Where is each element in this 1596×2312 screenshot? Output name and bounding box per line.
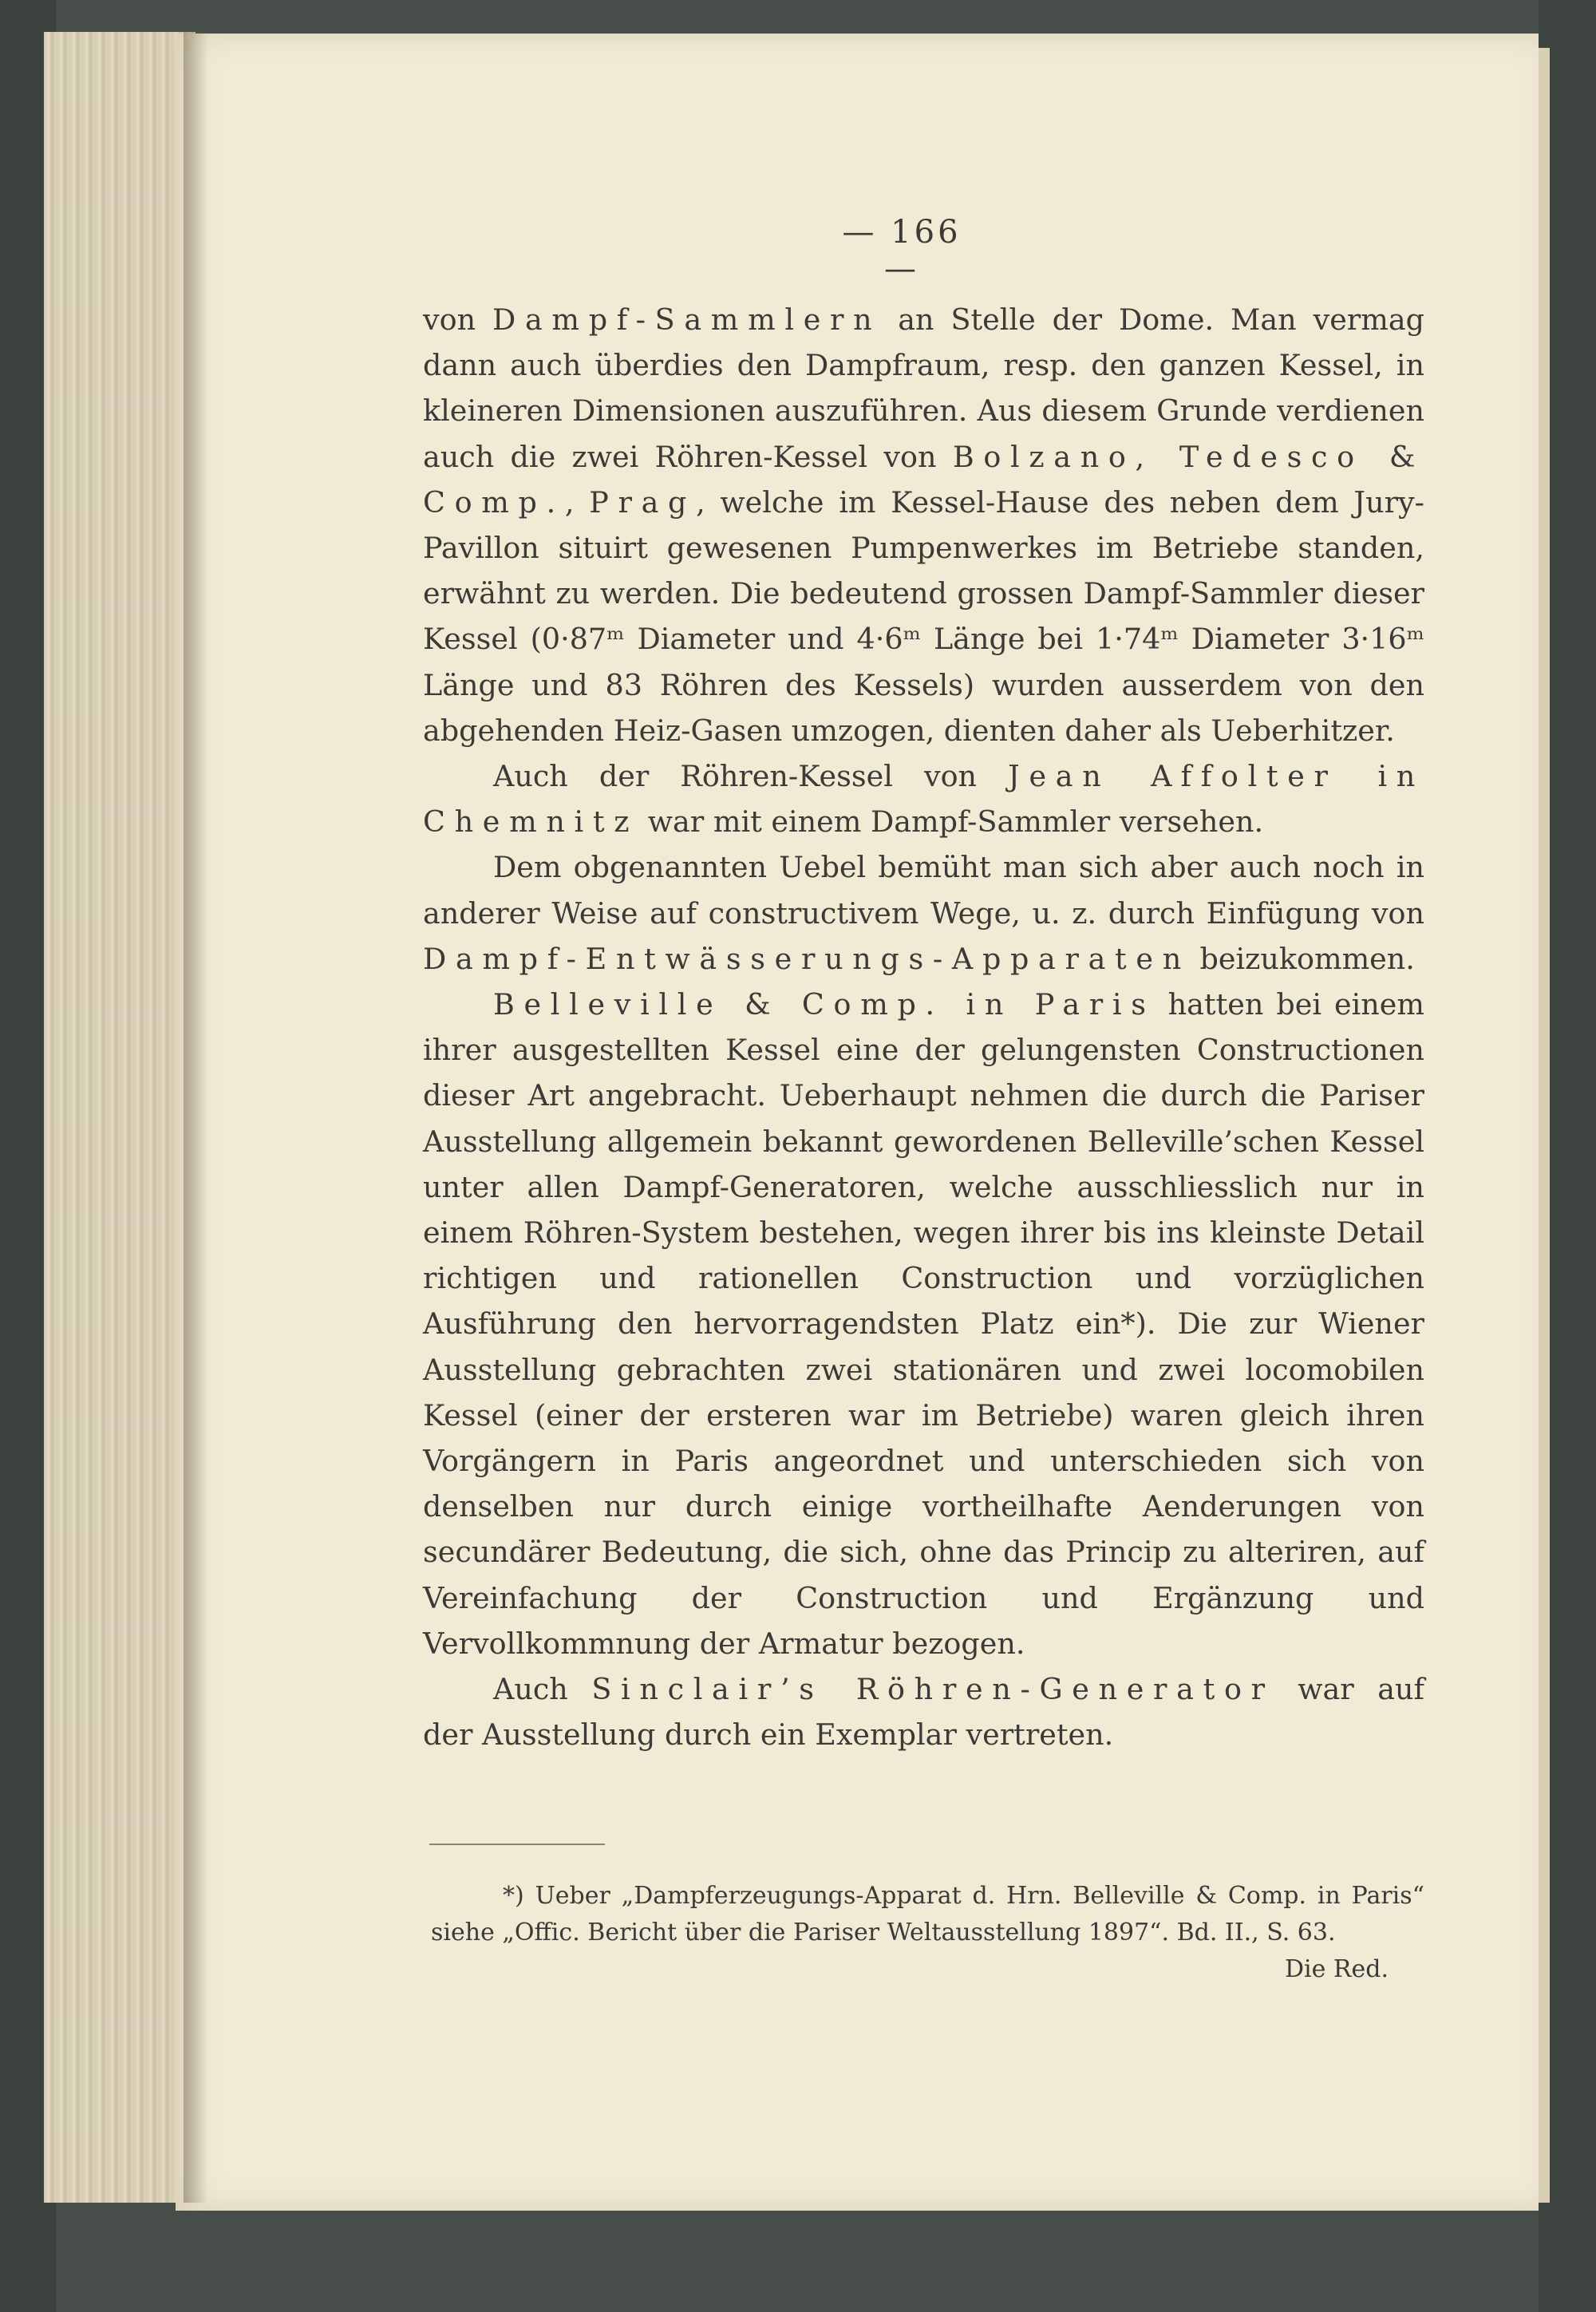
emphasized-name: Sinclair’s Röhren-Generator xyxy=(591,1672,1274,1707)
paragraph xyxy=(423,297,1424,753)
text-run: Dem obgenannten Uebel bemüht man sich aber auch noch in anderer Weise auf constructivem Wege, u. z. durch Einfügung von xyxy=(423,850,1424,931)
emphasized-name: Dampf-Sammlern xyxy=(492,302,882,337)
emphasized-name: Belleville & Comp. in Paris xyxy=(493,987,1156,1022)
text-run: von xyxy=(423,302,493,337)
page-edge-right xyxy=(1539,48,1550,2203)
paragraph xyxy=(423,1666,1424,1757)
text-run: Auch xyxy=(493,1672,592,1707)
gutter-shadow xyxy=(184,32,207,2203)
text-run: an Stelle der Dome. Man vermag dann auch überdies den Dampfraum, resp. den ganzen Kessel, in kleineren Dimensionen auszuführen. Aus diesem Grunde verdienen auch die zwei Röhren-Kessel von xyxy=(423,302,1424,474)
text-run: hatten bei einem ihrer ausgestellten Kessel eine der gelungensten Constructionen dieser Art angebracht. Ueberhaupt nehmen die durch die Pariser Ausstellung allgemein bekannt gewordenen Belleville’schen Kessel unter allen Dampf-Generatoren, welche ausschliesslich nur in einem Röhren-System bestehen, wegen ihrer bis ins kleinste Detail richtigen und rationellen Construction und vorzüglichen Ausführung den hervorragendsten Platz ein*). Die zur Wiener Ausstellung gebrachten zwei stationären und zwei locomobilen Kessel (einer der ersteren war im Betriebe) waren gleich ihren Vorgängern in Paris angeordnet und unterschieden sich von denselben nur durch einige vortheilhafte Aenderungen von secundärer Bedeutung, die sich, ohne das Princip zu alteriren, auf Vereinfachung der Construction und Ergänzung und Vervollkommnung der Armatur bezogen. xyxy=(423,987,1424,1661)
paragraph xyxy=(423,982,1424,1666)
paragraph xyxy=(423,844,1424,982)
page-stack-edges xyxy=(44,32,196,2203)
footnote xyxy=(431,1878,1424,1988)
text-run: beizukommen. xyxy=(1190,941,1415,976)
emphasized-name: Prag xyxy=(589,484,697,520)
text-run: war auf der Ausstellung durch ein Exemplar vertreten. xyxy=(423,1672,1425,1753)
paragraph xyxy=(423,753,1424,844)
body-text xyxy=(423,297,1424,1758)
emphasized-name: Bolzano, Tedesco & Comp. xyxy=(423,439,1424,520)
footnote-signature: Die Red. xyxy=(1284,1955,1389,1983)
footnote-rule xyxy=(429,1844,605,1845)
footnote-text: *) Ueber „Dampferzeugungs-Apparat d. Hrn. Belleville & Comp. in Paris“ siehe „Offic. Bericht über die Pariser Weltausstellung 1897“. Bd. II., S. 63. xyxy=(431,1882,1424,1946)
emphasized-name: Dampf-Entwässerungs-Apparaten xyxy=(423,941,1191,976)
text-run: war mit einem Dampf-Sammler versehen. xyxy=(638,804,1264,840)
text-run: , xyxy=(564,484,590,520)
text-run: , welche im Kessel-Hause des neben dem Jury-Pavillon situirt gewesenen Pumpenwerkes im Betriebe standen, erwähnt zu werden. Die bedeutend grossen Dampf-Sammler dieser Kessel (0·87ᵐ Diameter und 4·6ᵐ Länge bei 1·74ᵐ Diameter 3·16ᵐ Länge und 83 Röhren des Kessels) wurden ausserdem von den abgehenden Heiz-Gasen umzogen, dienten daher als Ueberhitzer. xyxy=(423,484,1424,748)
emphasized-name: Jean Affolter in Chemnitz xyxy=(423,759,1424,840)
page-number: — 166 — xyxy=(842,214,962,287)
text-run: Auch der Röhren-Kessel von xyxy=(493,759,1009,794)
